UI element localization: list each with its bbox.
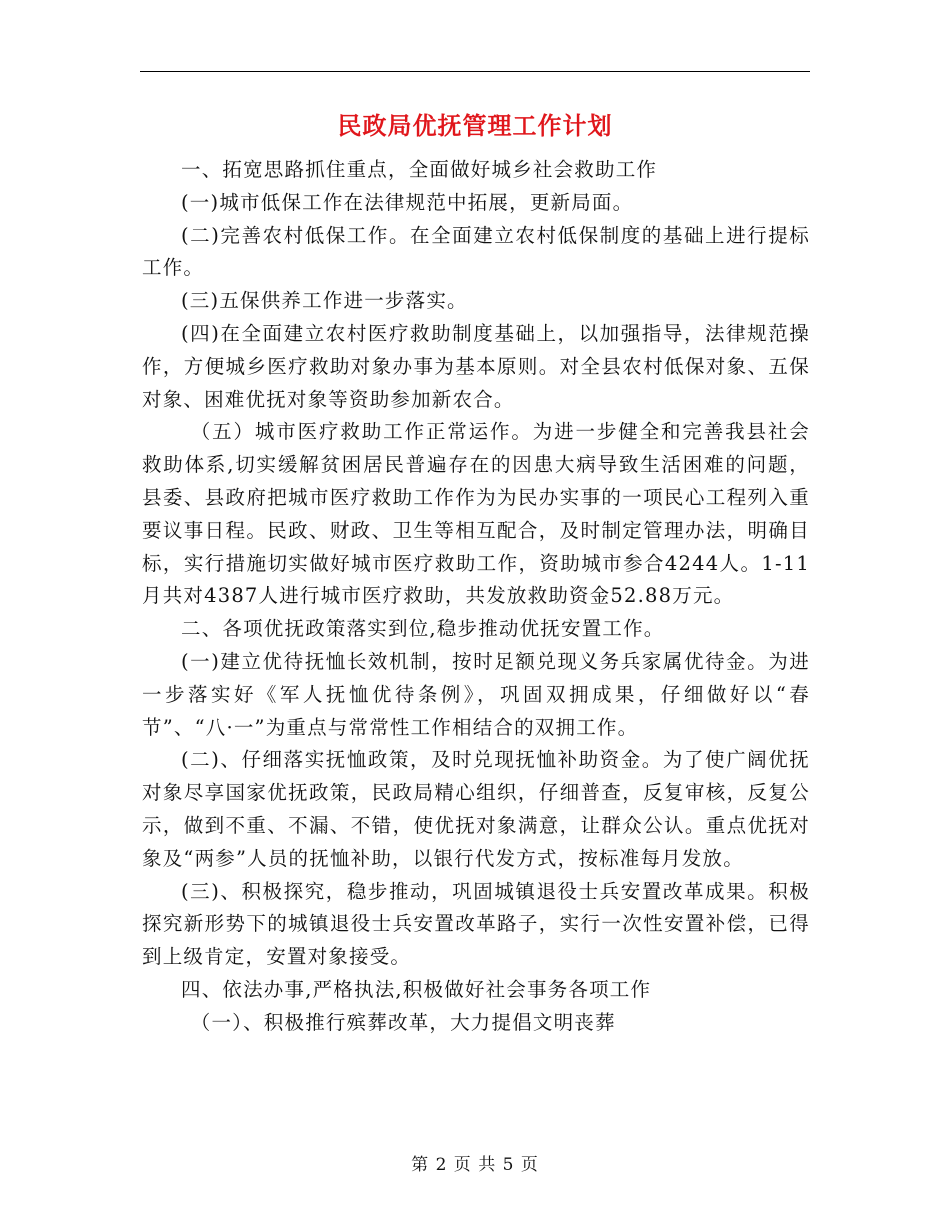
header-rule <box>140 71 810 72</box>
section-heading-4: 四、依法办事,严格执法,积极做好社会事务各项工作 <box>181 977 652 1001</box>
paragraph-1-3: (三)五保供养工作进一步落实。 <box>181 289 468 313</box>
document-body <box>142 154 810 1040</box>
page-number: 第 2 页 共 5 页 <box>411 1155 539 1175</box>
paragraph-1-4: (四)在全面建立农村医疗救助制度基础上，以加强指导，法律规范操作，方便城乡医疗救助对象办事为基本原则。对全县农村低保对象、五保对象、困难优抚对象等资助参加新农合。 <box>142 321 810 411</box>
paragraph-2-2: (二)、仔细落实抚恤政策，及时兑现抚恤补助资金。为了使广阔优抚对象尽享国家优抚政策，民政局精心组织，仔细普查，反复审核，反复公示，做到不重、不漏、不错，使优抚对象满意，让群众公认。重点优抚对象及“两参”人员的抚恤补助，以银行代发方式，按标准每月发放。 <box>142 748 810 870</box>
paragraph-1-2: (二)完善农村低保工作。在全面建立农村低保制度的基础上进行提标工作。 <box>142 223 810 280</box>
document-title: 民政局优抚管理工作计划 <box>337 112 613 140</box>
paragraph-2-1: (一)建立优待抚恤长效机制，按时足额兑现义务兵家属优待金。为进一步落实好《军人抚恤优待条例》，巩固双拥成果，仔细做好以“春节”、“八·一”为重点与常常性工作相结合的双拥工作。 <box>142 649 810 739</box>
paragraph-4-1: （一）、积极推行殡葬改革，大力提倡文明丧葬 <box>190 1010 616 1034</box>
section-heading-1: 一、拓宽思路抓住重点，全面做好城乡社会救助工作 <box>181 158 658 181</box>
paragraph-1-5: （五）城市医疗救助工作正常运作。为进一步健全和完善我县社会救助体系,切实缓解贫困居民普遍存在的因患大病导致生活困难的问题，县委、县政府把城市医疗救助工作作为为民办实事的一项民心工程列入重要议事日程。民政、财政、卫生等相互配合，及时制定管理办法，明确目标，实行措施切实做好城市医疗救助工作，资助城市参合4244人。1-11月共对4387人进行城市医疗救助，共发放救助资金52.88万元。 <box>142 420 810 608</box>
paragraph-2-3: (三)、积极探究，稳步推动，巩固城镇退役士兵安置改革成果。积极探究新形势下的城镇退役士兵安置改革路子，实行一次性安置补偿，已得到上级肯定，安置对象接受。 <box>142 879 810 969</box>
paragraph-1-1: (一)城市低保工作在法律规范中拓展，更新局面。 <box>181 190 634 214</box>
section-heading-2: 二、各项优抚政策落实到位,稳步推动优抚安置工作。 <box>181 617 665 641</box>
